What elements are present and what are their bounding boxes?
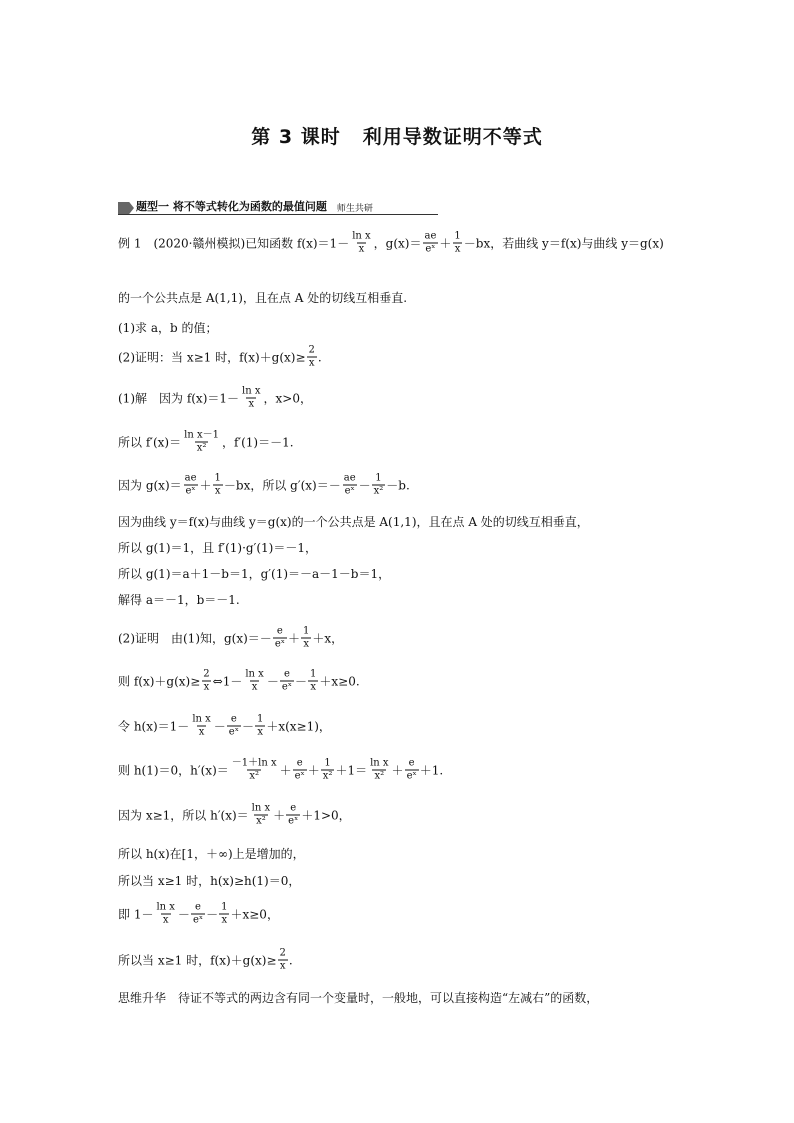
- fraction: [230, 759, 279, 782]
- text-line: [118, 474, 410, 497]
- fraction-denominator: x: [203, 681, 210, 693]
- fraction: [154, 903, 176, 926]
- text-run: －: [213, 719, 226, 733]
- fraction-numerator: 1: [454, 230, 461, 242]
- fraction: [213, 474, 223, 497]
- text-line: [118, 992, 598, 1004]
- text-line: [118, 431, 294, 454]
- text-run: 因为曲线 y＝f(x)与曲线 y＝g(x)的一个公共点是 A(1,1)，且在点 A 处的切线互相垂直，: [118, 515, 589, 529]
- fraction-denominator: x: [221, 914, 228, 926]
- text-run: ＋x，: [312, 631, 344, 645]
- fraction-denominator: x: [198, 726, 205, 738]
- fraction: [219, 903, 229, 926]
- text-run: ＋1.: [419, 763, 444, 777]
- lesson-topic: 利用导数证明不等式: [362, 126, 543, 148]
- text-line: [118, 848, 305, 860]
- text-run: ＋: [439, 236, 452, 250]
- fraction: [342, 474, 358, 497]
- fraction-numerator: e: [230, 713, 237, 725]
- text-run: 即 1－: [118, 907, 154, 921]
- fraction-numerator: e: [195, 901, 201, 913]
- fraction-denominator: eˣ: [344, 485, 355, 497]
- text-run: ＋: [307, 763, 320, 777]
- fraction: [201, 670, 211, 693]
- fraction-numerator: e: [283, 668, 290, 680]
- text-run: －: [358, 478, 371, 492]
- fraction-denominator: x: [279, 960, 286, 972]
- fraction: [183, 474, 199, 497]
- fraction-denominator: x²: [249, 770, 259, 782]
- fraction-numerator: 2: [279, 947, 286, 959]
- fraction: [321, 759, 335, 782]
- fraction: [191, 903, 205, 926]
- fraction: [307, 346, 317, 369]
- fraction: [293, 759, 307, 782]
- fraction-denominator: x: [310, 681, 316, 693]
- fraction: [227, 715, 241, 738]
- section-tag: 师生共研: [336, 204, 373, 214]
- text-run: ＋: [287, 631, 300, 645]
- text-run: 因为 x≥1，所以 h′(x)＝: [118, 808, 249, 822]
- arrow-tab-icon: [118, 202, 134, 214]
- fraction: [280, 670, 294, 693]
- fraction: [372, 474, 386, 497]
- fraction: [278, 949, 288, 972]
- fraction-numerator: ae: [343, 472, 356, 484]
- page-title: [0, 122, 794, 149]
- fraction-denominator: x: [308, 357, 315, 369]
- fraction-numerator: 1: [302, 625, 310, 637]
- text-line: [118, 542, 317, 554]
- text-line: [118, 903, 279, 926]
- fraction-denominator: x²: [374, 770, 385, 782]
- fraction-denominator: eˣ: [192, 914, 204, 926]
- text-run: －: [294, 674, 307, 688]
- text-run: ＋x(x≥1)，: [266, 719, 331, 733]
- text-run: (1)求 a，b 的值；: [118, 321, 218, 335]
- fraction-denominator: x: [214, 485, 221, 497]
- fraction-denominator: x: [303, 638, 309, 650]
- fraction: [350, 232, 372, 255]
- fraction-denominator: x²: [322, 770, 333, 782]
- text-run: ＋: [391, 763, 404, 777]
- fraction-numerator: ln x: [245, 668, 264, 680]
- text-run: 则 f(x)＋g(x)≥: [118, 674, 201, 688]
- text-run: (2)证明 由(1)知，g(x)＝－: [118, 631, 272, 645]
- fraction: [250, 804, 272, 827]
- text-line: [118, 715, 331, 738]
- fraction-denominator: x²: [373, 485, 384, 497]
- fraction-denominator: x: [454, 243, 461, 255]
- fraction-denominator: eˣ: [228, 726, 239, 738]
- text-line: [118, 594, 240, 606]
- text-line: [118, 232, 664, 255]
- fraction-denominator: eˣ: [425, 243, 436, 255]
- fraction: [243, 670, 265, 693]
- fraction: [452, 232, 462, 255]
- fraction-denominator: eˣ: [185, 485, 196, 497]
- text-line: [118, 949, 293, 972]
- text-run: －: [206, 907, 219, 921]
- text-run: 则 h(1)＝0，h′(x)＝: [118, 763, 229, 777]
- fraction-denominator: x: [358, 243, 365, 255]
- fraction-numerator: 1: [324, 757, 331, 769]
- text-run: ，x>0，: [263, 391, 312, 405]
- fraction-numerator: ln x: [370, 757, 389, 769]
- fraction-numerator: e: [276, 625, 283, 637]
- text-run: －: [177, 907, 190, 921]
- text-run: 所以当 x≥1 时，h(x)≥h(1)＝0，: [118, 874, 301, 888]
- text-line: [118, 292, 407, 304]
- fraction-numerator: －1＋ln x: [231, 757, 277, 769]
- fraction-denominator: eˣ: [281, 681, 292, 693]
- fraction-denominator: x²: [256, 815, 266, 827]
- text-run: －b.: [386, 478, 410, 492]
- text-run: ＋: [273, 808, 286, 822]
- text-run: ，f′(1)＝－1.: [221, 435, 294, 449]
- fraction-numerator: 1: [221, 901, 228, 913]
- text-run: ，g(x)＝: [373, 236, 422, 250]
- text-line: [118, 568, 390, 580]
- fraction-numerator: ln x: [242, 385, 261, 397]
- text-run: (2)证明：当 x≥1 时，f(x)＋g(x)≥: [118, 350, 306, 364]
- fraction-numerator: e: [296, 757, 303, 769]
- text-line: [118, 387, 312, 410]
- fraction: [301, 627, 311, 650]
- text-run: 思维升华 待证不等式的两边含有同一个变量时，一般地，可以直接构造“左减右”的函数，: [118, 991, 599, 1005]
- fraction-numerator: 1: [256, 713, 264, 725]
- text-run: 所以 f′(x)＝: [118, 435, 182, 449]
- text-run: 所以 h(x)在[1，＋∞)上是增加的，: [118, 847, 305, 861]
- text-run: 的一个公共点是 A(1,1)，且在点 A 处的切线互相垂直.: [118, 291, 408, 305]
- fraction-numerator: 1: [375, 472, 382, 484]
- text-run: ＋1>0，: [301, 808, 351, 822]
- fraction-numerator: e: [290, 802, 297, 814]
- text-run: 令 h(x)＝1－: [118, 719, 190, 733]
- fraction-numerator: ln x－1: [184, 429, 219, 441]
- fraction-denominator: x: [248, 398, 255, 410]
- text-run: ＋x≥0.: [319, 674, 360, 688]
- fraction-numerator: ln x: [156, 901, 175, 913]
- text-run: 所以当 x≥1 时，f(x)＋g(x)≥: [118, 953, 277, 967]
- fraction-numerator: 2: [308, 344, 315, 356]
- text-line: [118, 627, 343, 650]
- text-run: ＋: [199, 478, 212, 492]
- fraction-denominator: x: [257, 726, 263, 738]
- text-run: .: [288, 953, 293, 967]
- fraction: [190, 715, 212, 738]
- text-run: (1)解 因为 f(x)＝1－: [118, 391, 240, 405]
- fraction-denominator: x²: [196, 442, 207, 454]
- text-line: [118, 346, 322, 369]
- text-run: －: [266, 674, 279, 688]
- fraction: [255, 715, 265, 738]
- fraction: [182, 431, 221, 454]
- section-name: 题型一 将不等式转化为函数的最值问题: [136, 200, 327, 213]
- text-line: [118, 875, 300, 887]
- fraction: [405, 759, 419, 782]
- fraction: [240, 387, 262, 410]
- text-run: ＋: [279, 763, 292, 777]
- fraction-denominator: eˣ: [406, 770, 417, 782]
- text-run: ⇔1－: [212, 674, 243, 688]
- text-run: －: [241, 719, 254, 733]
- text-run: 所以 g(1)＝1，且 f′(1)·g′(1)＝－1，: [118, 541, 317, 555]
- fraction-denominator: x: [162, 914, 169, 926]
- fraction-numerator: ae: [184, 472, 197, 484]
- lesson-number: 第 3 课时: [251, 126, 341, 148]
- fraction-denominator: eˣ: [294, 770, 305, 782]
- fraction-denominator: eˣ: [288, 815, 299, 827]
- fraction: [286, 804, 300, 827]
- text-run: 例 1 (2020·赣州模拟)已知函数 f(x)＝1－: [118, 236, 350, 250]
- fraction-numerator: ln x: [352, 230, 371, 242]
- section-header: [118, 198, 438, 215]
- fraction-denominator: x: [251, 681, 258, 693]
- text-line: [118, 322, 217, 334]
- text-run: ＋1＝: [335, 763, 368, 777]
- text-run: －bx，若曲线 y＝f(x)与曲线 y＝g(x): [463, 236, 664, 250]
- text-line: [118, 516, 589, 528]
- fraction-numerator: ln x: [251, 802, 271, 814]
- fraction: [308, 670, 318, 693]
- text-line: [118, 759, 443, 782]
- fraction-numerator: 1: [214, 472, 221, 484]
- fraction-numerator: 2: [203, 668, 210, 680]
- text-run: ＋x≥0，: [230, 907, 279, 921]
- fraction-numerator: ln x: [192, 713, 211, 725]
- fraction-denominator: eˣ: [274, 638, 285, 650]
- text-run: .: [317, 350, 322, 364]
- text-line: [118, 670, 360, 693]
- fraction: [368, 759, 390, 782]
- text-run: －bx，所以 g′(x)＝－: [223, 478, 341, 492]
- fraction-numerator: e: [408, 757, 415, 769]
- fraction-numerator: ae: [424, 230, 437, 242]
- text-run: 解得 a＝－1，b＝－1.: [118, 593, 240, 607]
- fraction-numerator: 1: [310, 668, 317, 680]
- fraction: [273, 627, 287, 650]
- text-line: [118, 804, 351, 827]
- text-run: 所以 g(1)＝a＋1－b＝1，g′(1)＝－a－1－b＝1，: [118, 567, 391, 581]
- text-run: 因为 g(x)＝: [118, 478, 182, 492]
- fraction: [423, 232, 439, 255]
